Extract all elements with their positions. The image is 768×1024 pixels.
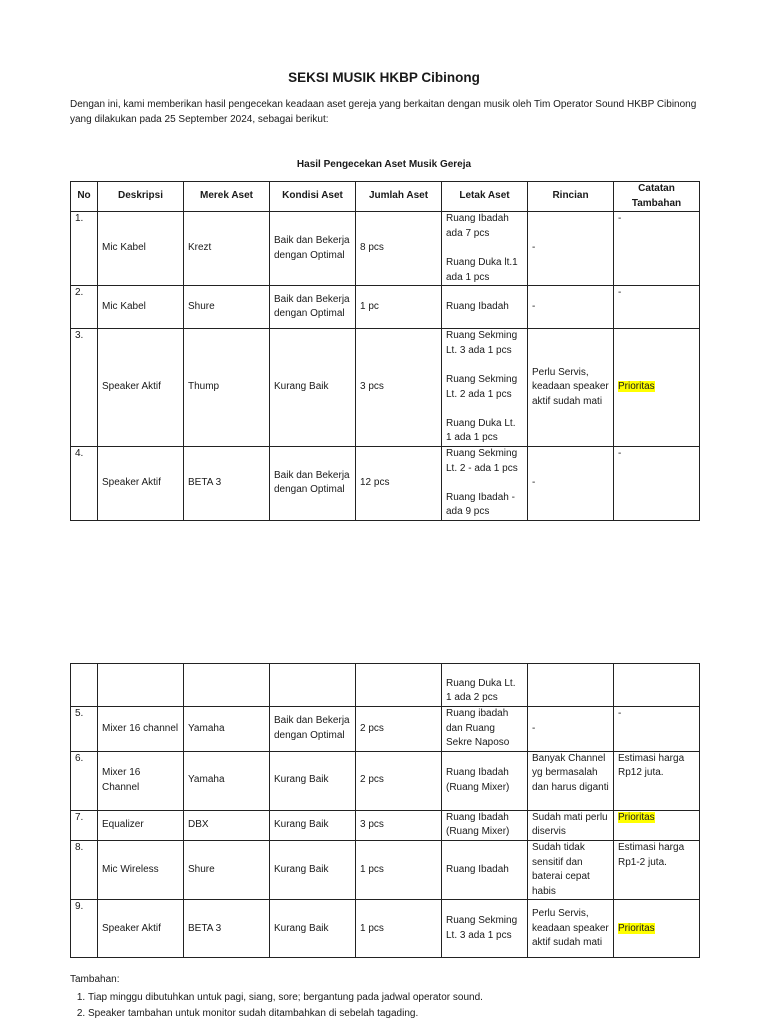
row-kondisi: Kurang Baik: [270, 900, 356, 958]
note-item: 1. Tiap minggu dibutuhkan untuk pagi, siang, sore; bergantung pada jadwal operator sound.: [88, 990, 748, 1006]
row-kondisi: Kurang Baik: [270, 751, 356, 810]
row-catatan: [614, 810, 700, 840]
row-deskripsi: Speaker Aktif: [98, 329, 184, 447]
header-rincian: Rincian: [528, 182, 614, 212]
header-deskripsi: Deskripsi: [98, 182, 184, 212]
row-deskripsi: Mic Kabel: [98, 212, 184, 286]
row-deskripsi: Mixer 16 channel: [98, 707, 184, 752]
letak-line: Ruang Sekming Lt. 2 - ada 1 pcs: [446, 447, 518, 474]
row-merek: BETA 3: [184, 900, 270, 958]
row-deskripsi: [98, 664, 184, 707]
row-rincian: -: [528, 286, 614, 329]
table-row: [71, 840, 700, 899]
row-jumlah: 3 pcs: [356, 810, 442, 840]
row-jumlah: 2 pcs: [356, 751, 442, 810]
row-deskripsi: Mixer 16 Channel: [98, 751, 184, 810]
row-no: 3.: [71, 329, 98, 447]
row-deskripsi: Mic Wireless: [98, 840, 184, 899]
row-catatan: -: [614, 212, 700, 286]
row-rincian: Sudah mati perlu diservis: [528, 810, 614, 840]
row-letak: [442, 286, 528, 329]
letak-line: Ruang Duka Lt. 1 ada 2 pcs: [446, 677, 516, 704]
row-no: 8.: [71, 840, 98, 899]
row-jumlah: 2 pcs: [356, 707, 442, 752]
header-jumlah-aset: Jumlah Aset: [356, 182, 442, 212]
row-letak: [442, 707, 528, 752]
table-row: [71, 212, 700, 286]
row-no: 4.: [71, 446, 98, 520]
row-rincian: Perlu Servis, keadaan speaker aktif sudah mati: [528, 329, 614, 447]
row-rincian: -: [528, 707, 614, 752]
priority-highlight: Prioritas: [618, 922, 655, 934]
row-deskripsi: Equalizer: [98, 810, 184, 840]
row-rincian: [528, 664, 614, 707]
priority-highlight: Prioritas: [618, 381, 655, 393]
priority-highlight: Prioritas: [618, 811, 655, 823]
table-header-row: [71, 182, 700, 212]
row-merek: Shure: [184, 840, 270, 899]
row-merek: BETA 3: [184, 446, 270, 520]
letak-line: Ruang Ibadah: [446, 300, 509, 312]
row-kondisi: Baik dan Bekerja dengan Optimal: [270, 286, 356, 329]
table-row: [71, 707, 700, 752]
row-kondisi: Kurang Baik: [270, 329, 356, 447]
header-kondisi-aset: Kondisi Aset: [270, 182, 356, 212]
row-no: 5.: [71, 707, 98, 752]
row-jumlah: 1 pc: [356, 286, 442, 329]
row-no: 6.: [71, 751, 98, 810]
letak-line: Ruang Duka Lt. 1 ada 1 pcs: [446, 417, 516, 444]
row-no: [71, 664, 98, 707]
row-rincian: Perlu Servis, keadaan speaker aktif sudah mati: [528, 900, 614, 958]
letak-line: Ruang ibadah dan Ruang Sekre Naposo: [446, 708, 510, 749]
row-letak: [442, 900, 528, 958]
intro-paragraph: Dengan ini, kami memberikan hasil pengecekan keadaan aset gereja yang berkaitan dengan musik oleh Tim Operator Sound HKBP Cibinong yang dilakukan pada 25 September 2024, sebagai berikut:: [70, 99, 697, 125]
row-letak: [442, 329, 528, 447]
row-letak: [442, 810, 528, 840]
row-jumlah: 8 pcs: [356, 212, 442, 286]
row-rincian: Banyak Channel yg bermasalah dan harus diganti: [528, 751, 614, 810]
row-deskripsi: Speaker Aktif: [98, 900, 184, 958]
row-catatan: [614, 900, 700, 958]
letak-line: Ruang Ibadah (Ruang Mixer): [446, 767, 510, 793]
table-row-continuation: [71, 664, 700, 707]
row-deskripsi: Speaker Aktif: [98, 446, 184, 520]
row-jumlah: 1 pcs: [356, 840, 442, 899]
row-no: 1.: [71, 212, 98, 286]
row-jumlah: [356, 664, 442, 707]
row-catatan: Estimasi harga Rp1-2 juta.: [614, 840, 700, 899]
row-letak: [442, 446, 528, 520]
row-catatan: -: [614, 286, 700, 329]
row-rincian: -: [528, 446, 614, 520]
row-merek: [184, 664, 270, 707]
table-row: [71, 751, 700, 810]
row-letak: [442, 664, 528, 707]
table-row: [71, 329, 700, 447]
letak-line: Ruang Sekming Lt. 2 ada 1 pcs: [446, 373, 518, 400]
asset-table-part-2: [70, 663, 700, 958]
header-catatan-tambahan: Catatan Tambahan: [614, 182, 700, 212]
row-merek: Shure: [184, 286, 270, 329]
additional-notes-label: Tambahan:: [70, 974, 120, 985]
row-kondisi: Kurang Baik: [270, 840, 356, 899]
note-item: 2. Speaker tambahan untuk monitor sudah ditambahkan di sebelah tagading.: [88, 1006, 748, 1022]
row-deskripsi: Mic Kabel: [98, 286, 184, 329]
row-catatan: [614, 329, 700, 447]
letak-line: Ruang Sekming Lt. 3 ada 1 pcs: [446, 330, 518, 356]
row-merek: Krezt: [184, 212, 270, 286]
row-jumlah: 1 pcs: [356, 900, 442, 958]
page-title: SEKSI MUSIK HKBP Cibinong: [288, 70, 480, 85]
letak-line: Ruang Ibadah - ada 9 pcs: [446, 491, 515, 518]
row-catatan: [614, 664, 700, 707]
row-letak: [442, 212, 528, 286]
row-jumlah: 12 pcs: [356, 446, 442, 520]
row-no: 9.: [71, 900, 98, 958]
additional-notes-list: [70, 990, 748, 1022]
row-merek: DBX: [184, 810, 270, 840]
row-rincian: Sudah tidak sensitif dan baterai cepat habis: [528, 840, 614, 899]
letak-line: Ruang Ibadah ada 7 pcs: [446, 213, 509, 239]
row-jumlah: 3 pcs: [356, 329, 442, 447]
row-kondisi: Baik dan Bekerja dengan Optimal: [270, 446, 356, 520]
letak-line: Ruang Ibadah (Ruang Mixer): [446, 811, 510, 838]
row-letak: [442, 751, 528, 810]
table-row: [71, 810, 700, 840]
table-row: [71, 900, 700, 958]
row-kondisi: Kurang Baik: [270, 810, 356, 840]
row-no: 2.: [71, 286, 98, 329]
table-row: [71, 446, 700, 520]
row-letak: [442, 840, 528, 899]
row-no: 7.: [71, 810, 98, 840]
header-merek-aset: Merek Aset: [184, 182, 270, 212]
header-letak-aset: Letak Aset: [442, 182, 528, 212]
letak-line: Ruang Duka lt.1 ada 1 pcs: [446, 256, 518, 283]
row-kondisi: Baik dan Bekerja dengan Optimal: [270, 707, 356, 752]
row-kondisi: [270, 664, 356, 707]
row-catatan: Estimasi harga Rp12 juta.: [614, 751, 700, 810]
row-merek: Yamaha: [184, 751, 270, 810]
row-merek: Thump: [184, 329, 270, 447]
row-rincian: -: [528, 212, 614, 286]
letak-line: Ruang Ibadah: [446, 863, 509, 875]
row-catatan: -: [614, 446, 700, 520]
header-no: No: [71, 182, 98, 212]
table-row: [71, 286, 700, 329]
letak-line: Ruang Sekming Lt. 3 ada 1 pcs: [446, 915, 518, 941]
asset-table-part-1: [70, 181, 700, 521]
row-catatan: -: [614, 707, 700, 752]
row-kondisi: Baik dan Bekerja dengan Optimal: [270, 212, 356, 286]
table-caption: Hasil Pengecekan Aset Musik Gereja: [296, 159, 472, 170]
row-merek: Yamaha: [184, 707, 270, 752]
